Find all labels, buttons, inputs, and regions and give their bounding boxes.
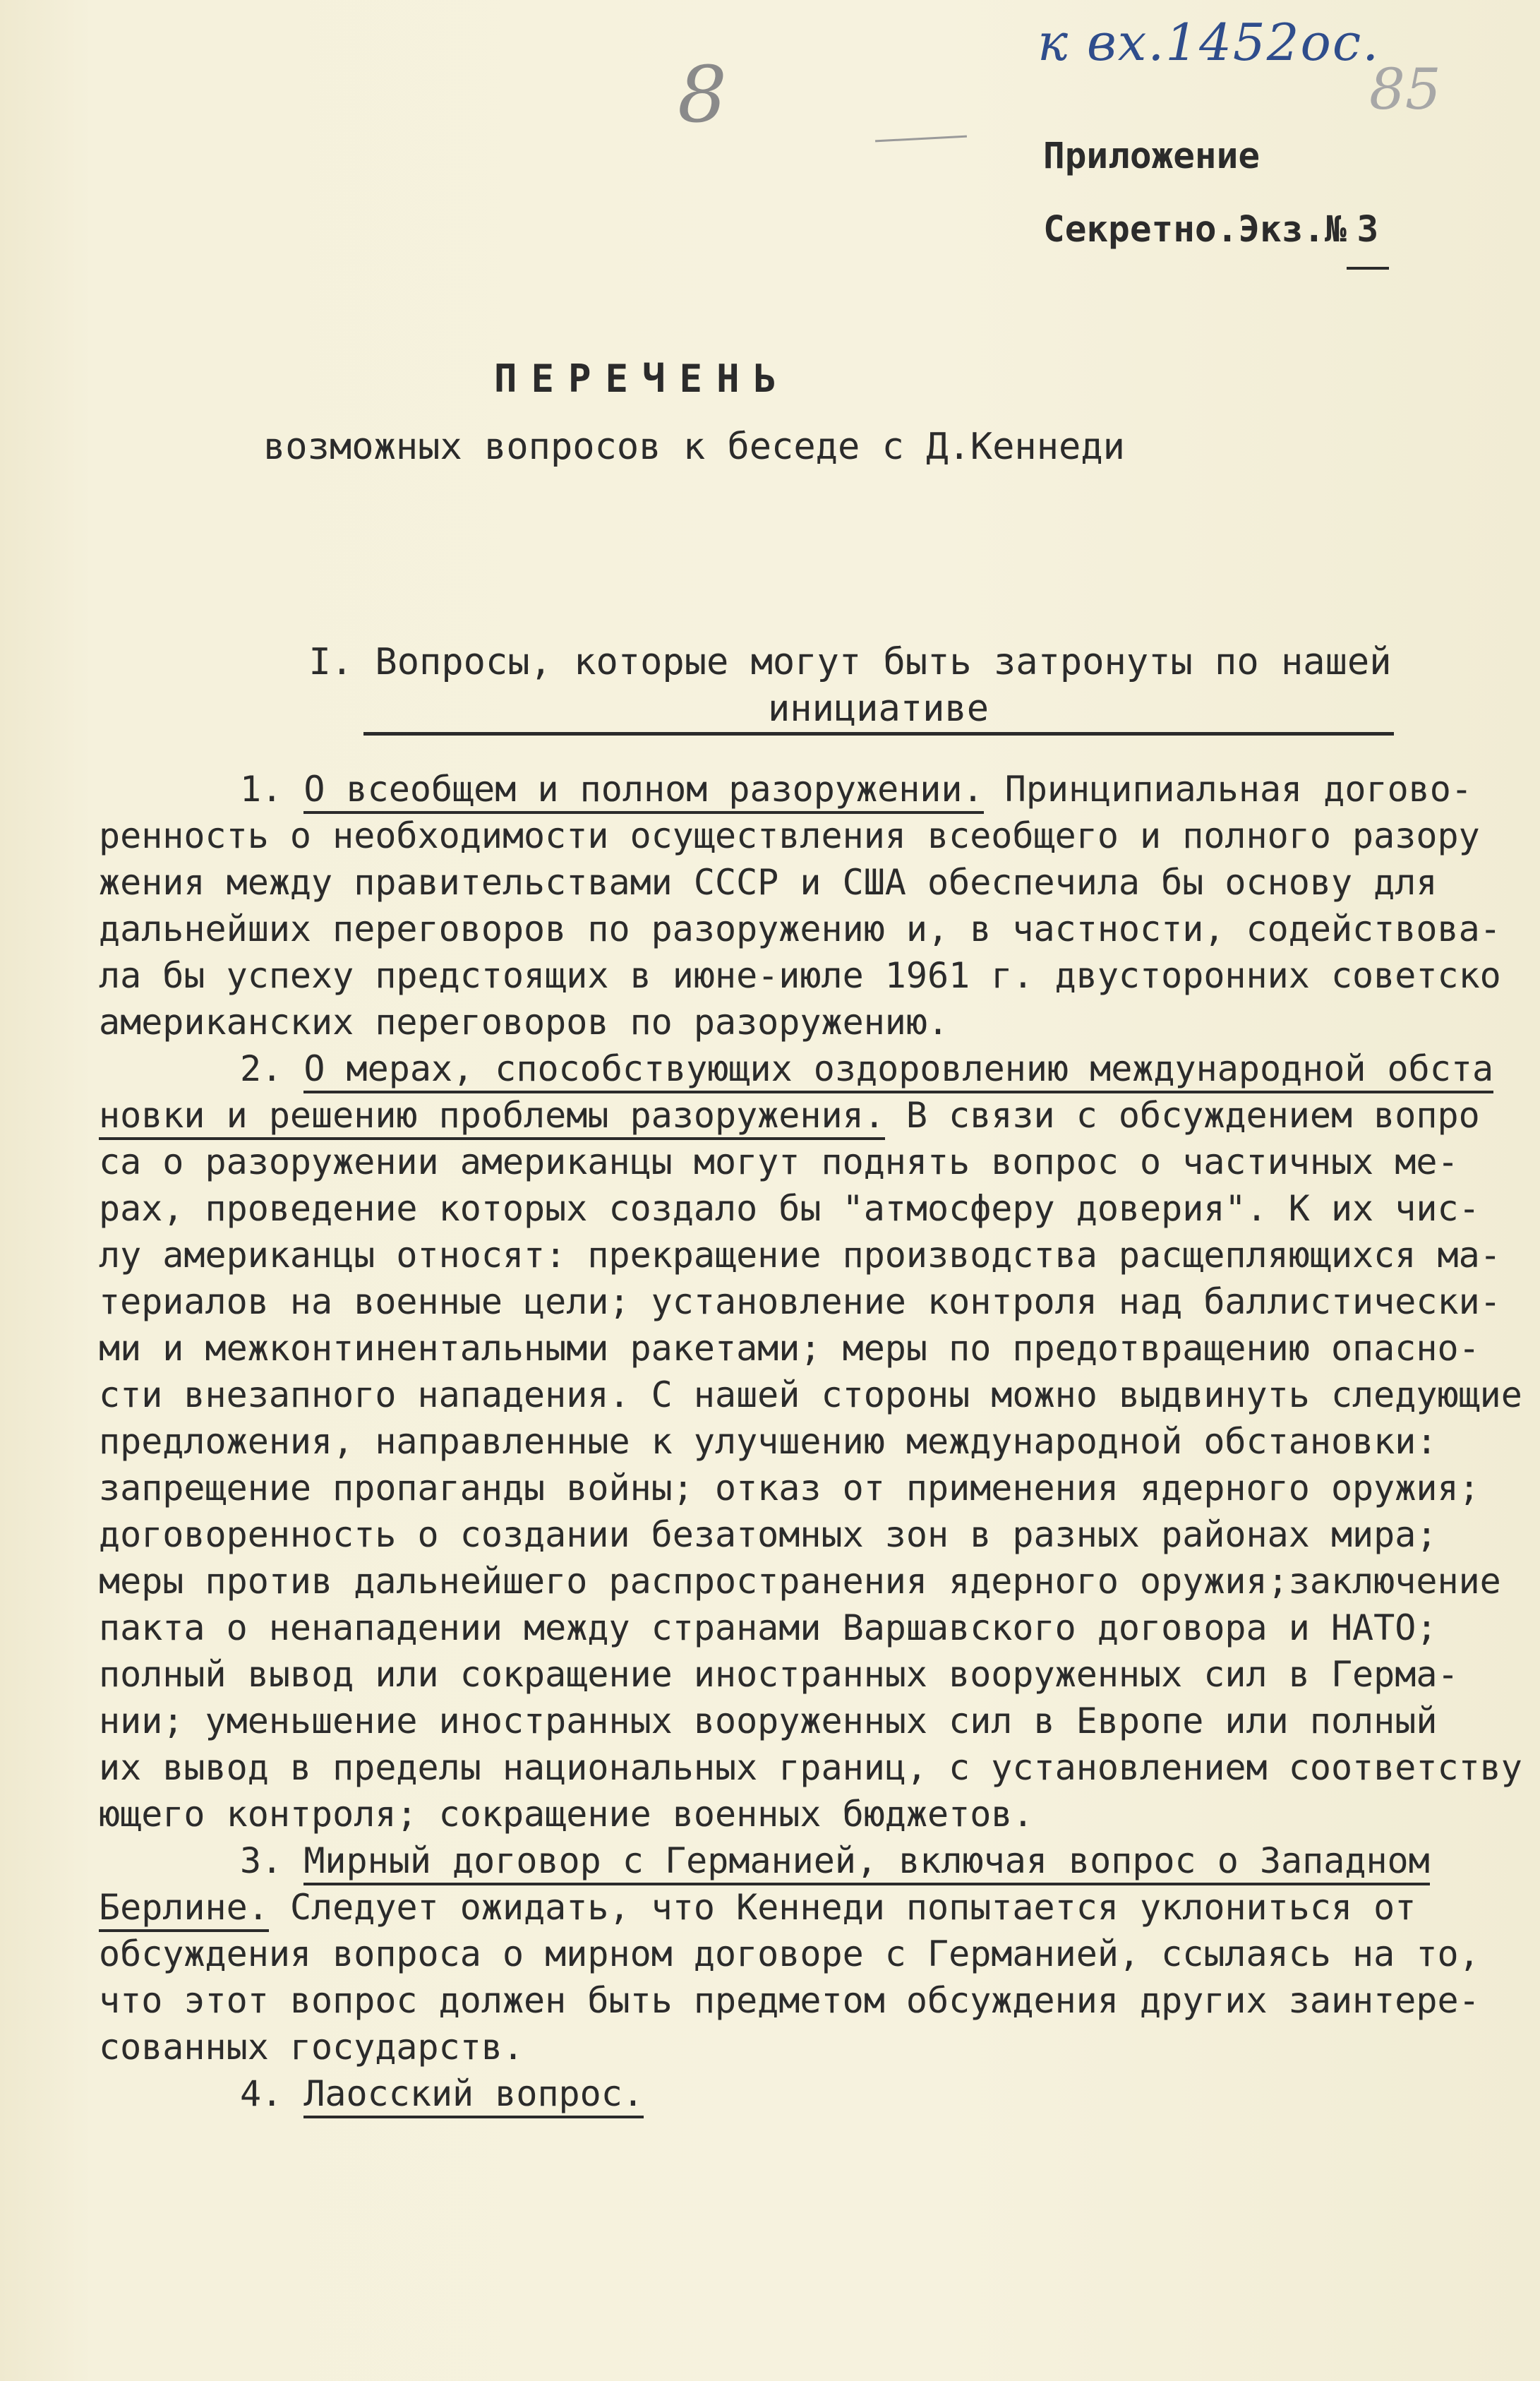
text-line: обсуждения вопроса о мирном договоре с Германией, ссылаясь на то, (99, 1933, 1480, 1974)
text-line: пакта о ненападении между странами Варшавского договора и НАТО; (99, 1607, 1438, 1648)
item-4-first-line (99, 2070, 1524, 2117)
item-2-second-line (99, 1092, 1524, 1139)
section-heading (305, 639, 1395, 736)
text-line: ренность о необходимости осуществления всеобщего и полного разору (99, 815, 1480, 856)
text-line: териалов на военные цели; установление контроля над баллистически- (99, 1281, 1501, 1322)
handwritten-page-number: 8 (678, 49, 727, 140)
text-line: что этот вопрос должен быть предметом обсуждения других заинтере- (99, 1980, 1480, 2021)
text-line: нии; уменьшение иностранных вооруженных сил в Европе или полный (99, 1701, 1438, 1741)
item-2-heading-line2: новки и решению проблемы разоружения. (99, 1095, 885, 1140)
document-body (99, 766, 1524, 2117)
item-3-second-line-rest: Следует ожидать, что Кеннеди попытается уклониться от (289, 1887, 1416, 1928)
text-line: рах, проведение которых создало бы "атмосферу доверия". К их чис- (99, 1188, 1480, 1229)
text-line: ми и межконтинентальными ракетами; меры по предотвращению опасно- (99, 1328, 1480, 1369)
document-subtitle: возможных вопросов к беседе с Д.Кеннеди (263, 426, 1125, 468)
text-line: американских переговоров по разоружению. (99, 1002, 949, 1043)
text-line: предложения, направленные к улучшению международной обстановки: (99, 1421, 1438, 1462)
item-2-first-line (99, 1045, 1524, 1092)
document-header (1043, 120, 1389, 270)
text-line: ла бы успеху предстоящих в июне-июле 1961 г. двусторонних советско (99, 955, 1501, 996)
text-line: лу американцы относят: прекращение производства расщепляющихся ма- (99, 1235, 1501, 1276)
section-heading-line2: инициативе (363, 685, 1394, 736)
text-line: запрещение пропаганды войны; отказ от применения ядерного оружия; (99, 1468, 1480, 1509)
text-line: меры против дальнейшего распространения ядерного оружия;заключение (99, 1561, 1501, 1602)
section-heading-line1: I. Вопросы, которые могут быть затронуты по нашей (308, 641, 1392, 683)
item-1-heading: О всеобщем и полном разоружении. (303, 769, 983, 814)
item-2-heading-line1: О мерах, способствующих оздоровлению международной обста (303, 1048, 1493, 1093)
text-line: договоренность о создании безатомных зон в разных районах мира; (99, 1514, 1438, 1555)
item-1-number: 1. (240, 769, 283, 810)
text-line: жения между правительствами СССР и США обеспечила бы основу для (99, 862, 1438, 903)
item-4-number: 4. (240, 2073, 283, 2114)
text-line: са о разоружении американцы могут поднять вопрос о частичных ме- (99, 1141, 1459, 1182)
item-4-heading: Лаосский вопрос. (303, 2073, 644, 2118)
item-2-second-line-rest: В связи с обсуждением вопро (906, 1095, 1480, 1136)
item-3-second-line (99, 1884, 1524, 1931)
text-line: их вывод в пределы национальных границ, с установлением соответству (99, 1747, 1522, 1788)
item-3-heading-line2: Берлине. (99, 1887, 269, 1932)
pencil-stroke (875, 136, 967, 143)
handwritten-incoming-note: к вх.1452ос. (1037, 13, 1380, 72)
secret-copy-line (1043, 193, 1389, 270)
item-3-heading-line1: Мирный договор с Германией, включая вопрос о Западном (303, 1840, 1429, 1885)
item-3-first-line (99, 1837, 1524, 1884)
appendix-label: Приложение (1043, 136, 1261, 177)
item-2-number: 2. (240, 1048, 283, 1089)
text-line: сованных государств. (99, 2027, 524, 2068)
text-line: полный вывод или сокращение иностранных вооруженных сил в Герма- (99, 1654, 1459, 1695)
text-line: дальнейших переговоров по разоружению и, в частности, содействова- (99, 908, 1501, 949)
handwritten-sheet-number: 85 (1369, 56, 1441, 122)
document-title: ПЕРЕЧЕНЬ (494, 356, 791, 401)
item-1-first-line-rest: Принципиальная догово- (1004, 769, 1472, 810)
text-line: сти внезапного нападения. С нашей стороны можно выдвинуть следующие (99, 1374, 1522, 1415)
item-1-first-line (99, 766, 1524, 812)
item-3-number: 3. (240, 1840, 283, 1881)
secret-copy-prefix: Секретно.Экз.№ (1043, 209, 1347, 251)
secret-copy-number: 3 (1347, 193, 1389, 270)
text-line: ющего контроля; сокращение военных бюджетов. (99, 1794, 1034, 1835)
